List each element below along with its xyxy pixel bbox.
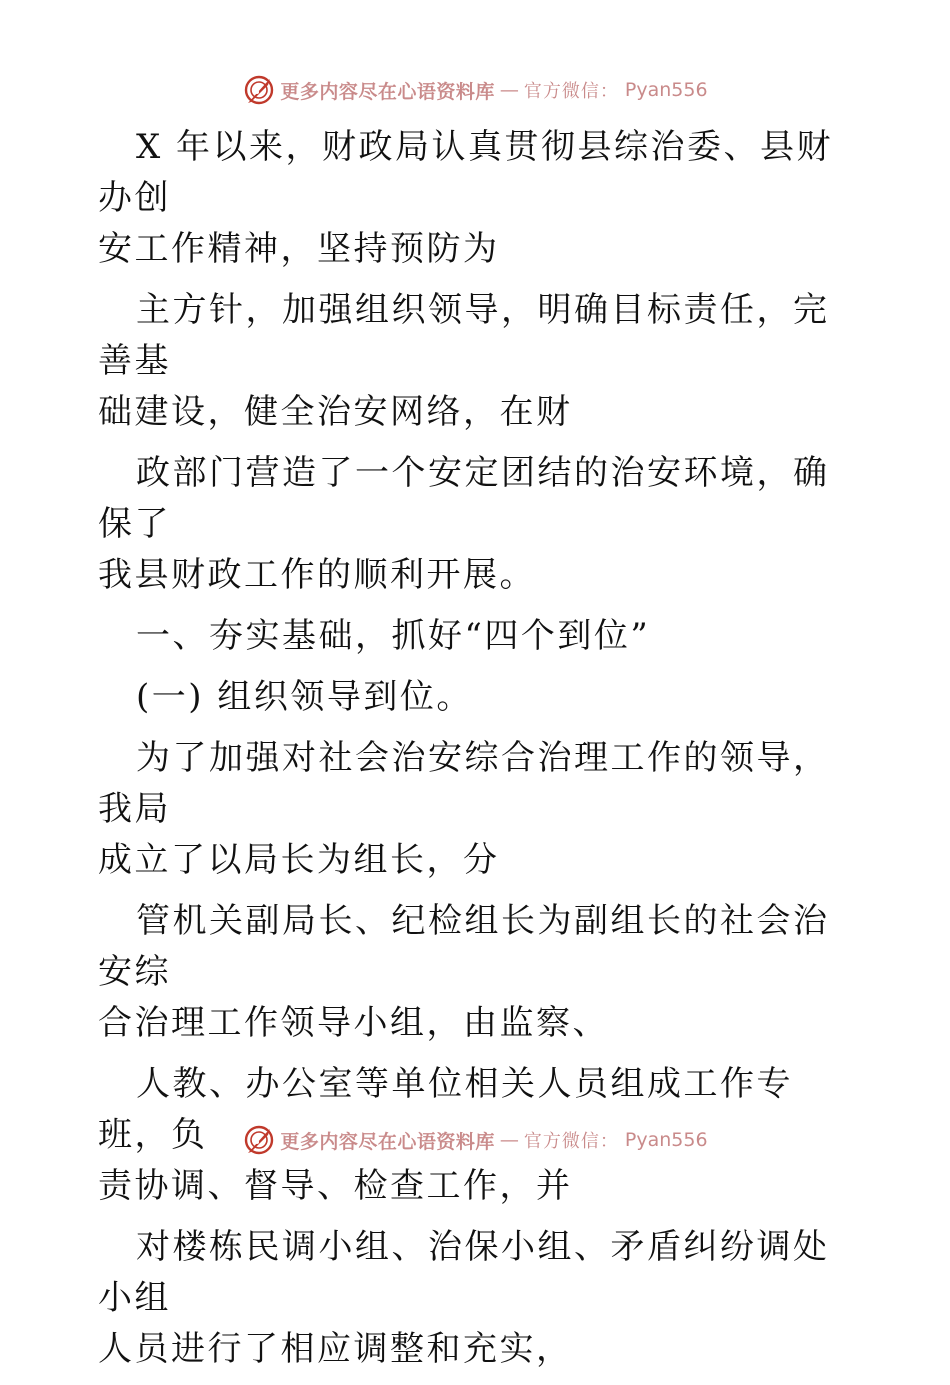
paragraph-6-line-2: 责协调、督导、检查工作，并 (98, 1166, 573, 1206)
paragraph-2 (98, 285, 858, 438)
footer-banner-dash: — (499, 1129, 519, 1151)
paragraph-5 (98, 896, 858, 1049)
paragraph-5-line-1: 管机关副局长、纪检组长为副组长的社会治安综 (98, 901, 830, 992)
footer-banner-inner (242, 1123, 707, 1157)
paragraph-3-line-2: 我县财政工作的顺利开展。 (98, 555, 536, 595)
paragraph-4 (98, 733, 858, 886)
paragraph-3-line-1: 政部门营造了一个安定团结的治安环境，确保了 (98, 453, 830, 544)
paragraph-1-line-2: 安工作精神，坚持预防为 (98, 229, 500, 269)
paragraph-4-line-1: 为了加强对社会治安综合治理工作的领导，我局 (98, 738, 830, 829)
paragraph-4-line-2: 成立了以局长为组长，分 (98, 840, 500, 880)
paragraph-1-line-1: X 年以来，财政局认真贯彻县综治委、县财办创 (98, 127, 834, 218)
paragraph-7-line-2: 人员进行了相应调整和充实， (98, 1329, 573, 1369)
header-banner-wechat-id: Pyan556 (624, 79, 708, 101)
section-heading-1-text: 一、夯实基础，抓好“四个到位” (136, 616, 651, 656)
footer-banner (0, 1120, 950, 1160)
paragraph-7 (98, 1222, 858, 1375)
paragraph-3 (98, 448, 858, 601)
header-banner-main-text: 更多内容尽在心语资料库 (280, 80, 495, 103)
section-heading-1 (98, 611, 858, 662)
header-banner-inner (242, 73, 707, 107)
header-banner-dash: — (499, 79, 519, 101)
footer-banner-sub-text: 官方微信： (523, 1131, 619, 1152)
subsection-heading-1-text: (一) 组织领导到位。 (136, 677, 473, 717)
pen-logo-icon (242, 73, 276, 107)
paragraph-5-line-2: 合治理工作领导小组，由监察、 (98, 1003, 609, 1043)
paragraph-7-line-1: 对楼栋民调小组、治保小组、矛盾纠纷调处小组 (98, 1227, 830, 1318)
document-body (98, 122, 858, 1385)
paragraph-2-line-1: 主方针，加强组织领导，明确目标责任，完善基 (98, 290, 830, 381)
footer-banner-wechat-id: Pyan556 (624, 1129, 708, 1151)
paragraph-6-line-1: 人教、办公室等单位相关人员组成工作专班，负 (98, 1064, 793, 1155)
header-banner (0, 70, 950, 110)
paragraph-2-line-2: 础建设，健全治安网络，在财 (98, 392, 573, 432)
pen-logo-icon (242, 1123, 276, 1157)
header-banner-sub-text: 官方微信： (523, 81, 619, 102)
paragraph-1 (98, 122, 858, 275)
subsection-heading-1 (98, 672, 858, 723)
footer-banner-main-text: 更多内容尽在心语资料库 (280, 1130, 495, 1153)
